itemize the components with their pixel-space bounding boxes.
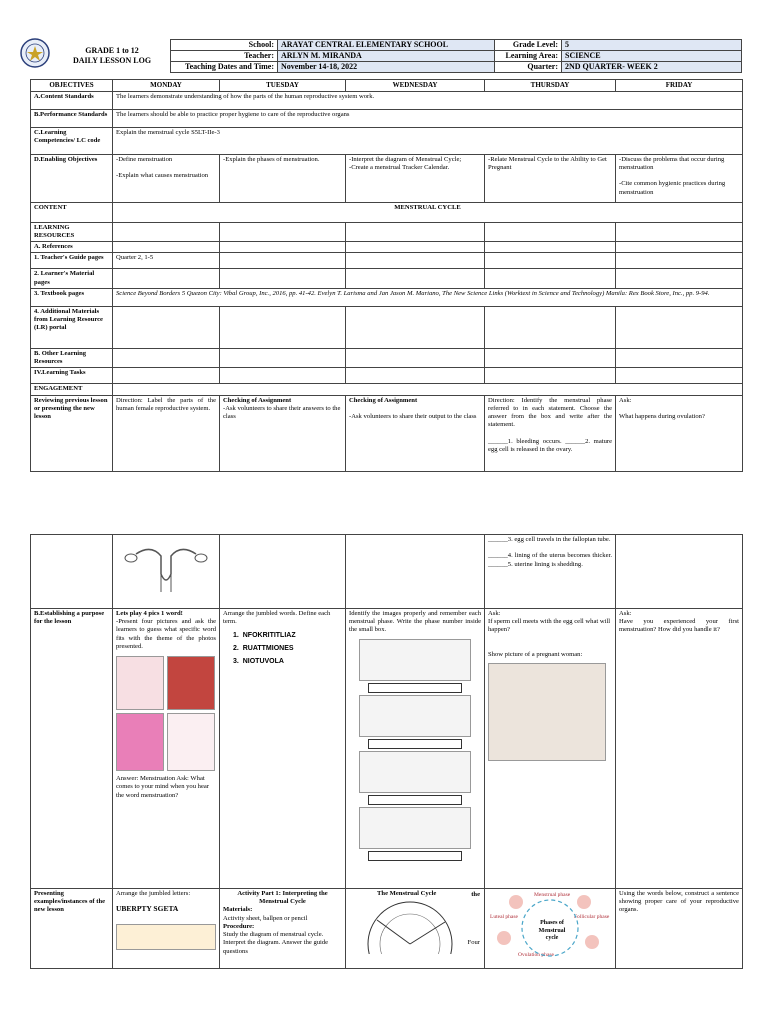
- enabling-monday: -Define menstruation -Explain what causes menstruation: [113, 154, 220, 202]
- presenting-thursday: [485, 889, 616, 969]
- establishing-wednesday: Identify the images properly and remember each menstrual phase. Write the phase number inside the small box.: [346, 609, 485, 889]
- lesson-table-page2: [30, 534, 743, 969]
- grade-label: Grade Level:: [495, 40, 562, 51]
- area-label: Learning Area:: [495, 51, 562, 62]
- col-monday: MONDAY: [113, 80, 220, 92]
- col-thursday: THURSDAY: [485, 80, 616, 92]
- uterus-diagram: [116, 536, 216, 596]
- dates-label: Teaching Dates and Time:: [171, 62, 278, 73]
- school-label: School:: [171, 40, 278, 51]
- other-resources-label: B. Other Learning Resources: [31, 348, 113, 367]
- enabling-objectives-label: D.Enabling Objectives: [31, 154, 113, 202]
- phase-images: [349, 639, 481, 861]
- textbook-pages: Science Beyond Borders 5 Quezon City: Vibal Group, Inc., 2016, pp. 41-42. Evelyn T. Larisma and Jan Jason M. Mariano, The New Science Links (Worktext in Science and Technology) Manila: Rex Book Store, Inc., pp. 9-94.: [113, 288, 743, 306]
- school-value: ARAYAT CENTRAL ELEMENTARY SCHOOL: [278, 40, 495, 51]
- textbook-label: 3. Textbook pages: [31, 288, 113, 306]
- engagement-label: ENGAGEMENT: [31, 384, 113, 395]
- enabling-wednesday: -Interpret the diagram of Menstrual Cycle; -Create a menstrual Tracker Calendar.: [346, 154, 485, 202]
- lesson-table-page1: [30, 79, 743, 472]
- pic-pad: [167, 713, 215, 771]
- phase-image-2: [359, 695, 471, 737]
- teachers-guide-label: 1. Teacher's Guide pages: [31, 253, 113, 269]
- learning-resources-label: LEARNING RESOURCES: [31, 222, 113, 241]
- pic-calendar: [116, 656, 164, 710]
- content-label: CONTENT: [31, 202, 113, 222]
- phases-cycle-arrows: [488, 890, 612, 964]
- grade-value: 5: [562, 40, 742, 51]
- presenting-tuesday: Activity Part 1: Interpreting the Menstrual Cycle Materials: Activity sheet, ballpen or pencil Procedure: Study the diagram of menstrual cycle. Interpret the diagram. Answer the guide questions: [220, 889, 346, 969]
- establishing-friday: Ask: Have you experienced your first menstruation? How did you handle it?: [616, 609, 743, 889]
- reviewing-thursday: Direction: Identify the menstrual phase referred to in each statement. Choose the answer from the box and write after the statement. ______1. bleeding occurs. ______2. mature egg cell is released in the ovary.: [485, 395, 616, 471]
- pic-sanitary-pack: [116, 713, 164, 771]
- content-topic: MENSTRUAL CYCLE: [113, 202, 743, 222]
- area-value: SCIENCE: [562, 51, 742, 62]
- pregnant-woman-photo: [488, 663, 606, 761]
- presenting-label: Presenting examples/instances of the new lesson: [31, 889, 113, 969]
- establishing-label: B.Establishing a purpose for the lesson: [31, 609, 113, 889]
- col-wednesday: WEDNESDAY: [346, 80, 485, 92]
- phase-box-3: [368, 795, 462, 805]
- jumbled-words-list: 1. NFOKRITITLIAZ 2. RUATTMIONES 3. NIOTUVOLA: [233, 632, 296, 665]
- learners-material-label: 2. Learner's Material pages: [31, 269, 113, 288]
- four-pics-grid: [116, 656, 216, 771]
- references-label: A. References: [31, 242, 113, 253]
- competencies: Explain the menstrual cycle S5LT-IIe-3: [113, 127, 743, 154]
- reviewing-friday: Ask: What happens during ovulation?: [616, 395, 743, 471]
- presenting-friday: Using the words below, construct a sentence showing proper care of your reproductive organs.: [616, 889, 743, 969]
- dates-value: November 14-18, 2022: [278, 62, 495, 73]
- teacher-label: Teacher:: [171, 51, 278, 62]
- dll-title: GRADE 1 to 12 DAILY LESSON LOG: [72, 46, 152, 65]
- phase-image-1: [359, 639, 471, 681]
- presenting-monday: Arrange the jumbled letters: UBERPTY SGETA: [113, 889, 220, 969]
- content-standards: The learners demonstrate understanding of how the parts of the human reproductive system work.: [113, 91, 743, 109]
- learning-tasks-label: IV.Learning Tasks: [31, 368, 113, 384]
- pic-red-drop: [167, 656, 215, 710]
- reviewing-wednesday: Checking of Assignment -Ask volunteers to share their output to the class: [346, 395, 485, 471]
- thursday-continued: ______3. egg cell travels in the fallopian tube. ______4. lining of the uterus becomes thicker. ______5. uterine lining is shedding.: [485, 535, 616, 609]
- col-objectives: OBJECTIVES: [31, 80, 113, 92]
- phase-image-3: [359, 751, 471, 793]
- establishing-monday: Lets play 4 pics 1 word! -Present four pictures and ask the learners to guess what specific word fits with the theme of the photos presented. Answer: Menstruation Ask: What comes to your mind when you hear the word menstruation?: [113, 609, 220, 889]
- phase-image-4: [359, 807, 471, 849]
- col-tuesday: TUESDAY: [220, 80, 346, 92]
- content-standards-label: A.Content Standards: [31, 91, 113, 109]
- presenting-wednesday: The Menstrual Cycle the Four: [346, 889, 485, 969]
- header-table: [54, 39, 742, 73]
- establishing-thursday: Ask: If sperm cell meets with the egg cell what will happen? Show picture of a pregnant woman:: [485, 609, 616, 889]
- phase-box-4: [368, 851, 462, 861]
- competencies-label: C.Learning Competencies/ LC code: [31, 127, 113, 154]
- quarter-value: 2ND QUARTER- WEEK 2: [562, 62, 742, 73]
- quarter-label: Quarter:: [495, 62, 562, 73]
- enabling-tuesday: -Explain the phases of menstruation.: [220, 154, 346, 202]
- menstrual-cycle-diagram: [355, 898, 455, 954]
- deped-seal: [20, 38, 50, 68]
- establishing-tuesday: Arrange the jumbled words. Define each term. 1. NFOKRITITLIAZ 2. RUATTMIONES 3. NIOTUVOLA: [220, 609, 346, 889]
- enabling-thursday: -Relate Menstrual Cycle to the Ability to Get Pregnant: [485, 154, 616, 202]
- teacher-value: ARLYN M. MIRANDA: [278, 51, 495, 62]
- phases-cycle-diagram: Menstrual phase Follicular phase Luteal phase Ovulation phase Phases of Menstrual cycle: [488, 890, 612, 964]
- uterus-diagram-cell: [113, 535, 220, 609]
- performance-standards: The learners should be able to practice proper hygiene to care of the reproductive organs: [113, 109, 743, 127]
- additional-materials-label: 4. Additional Materials from Learning Resource (LR) portal: [31, 306, 113, 348]
- phase-box-1: [368, 683, 462, 693]
- enabling-friday: -Discuss the problems that occur during menstruation -Cite common hygienic practices during menstruation: [616, 154, 743, 202]
- col-friday: FRIDAY: [616, 80, 743, 92]
- reviewing-monday: Direction: Label the parts of the human female reproductive system.: [113, 395, 220, 471]
- performance-standards-label: B.Performance Standards: [31, 109, 113, 127]
- reviewing-tuesday: Checking of Assignment -Ask volunteers to share their answers to the class: [220, 395, 346, 471]
- phase-box-2: [368, 739, 462, 749]
- kids-illustration: [116, 924, 216, 950]
- reviewing-label: Reviewing previous lesson or presenting the new lesson: [31, 395, 113, 471]
- teachers-guide: Quarter 2, 1-5: [113, 253, 220, 269]
